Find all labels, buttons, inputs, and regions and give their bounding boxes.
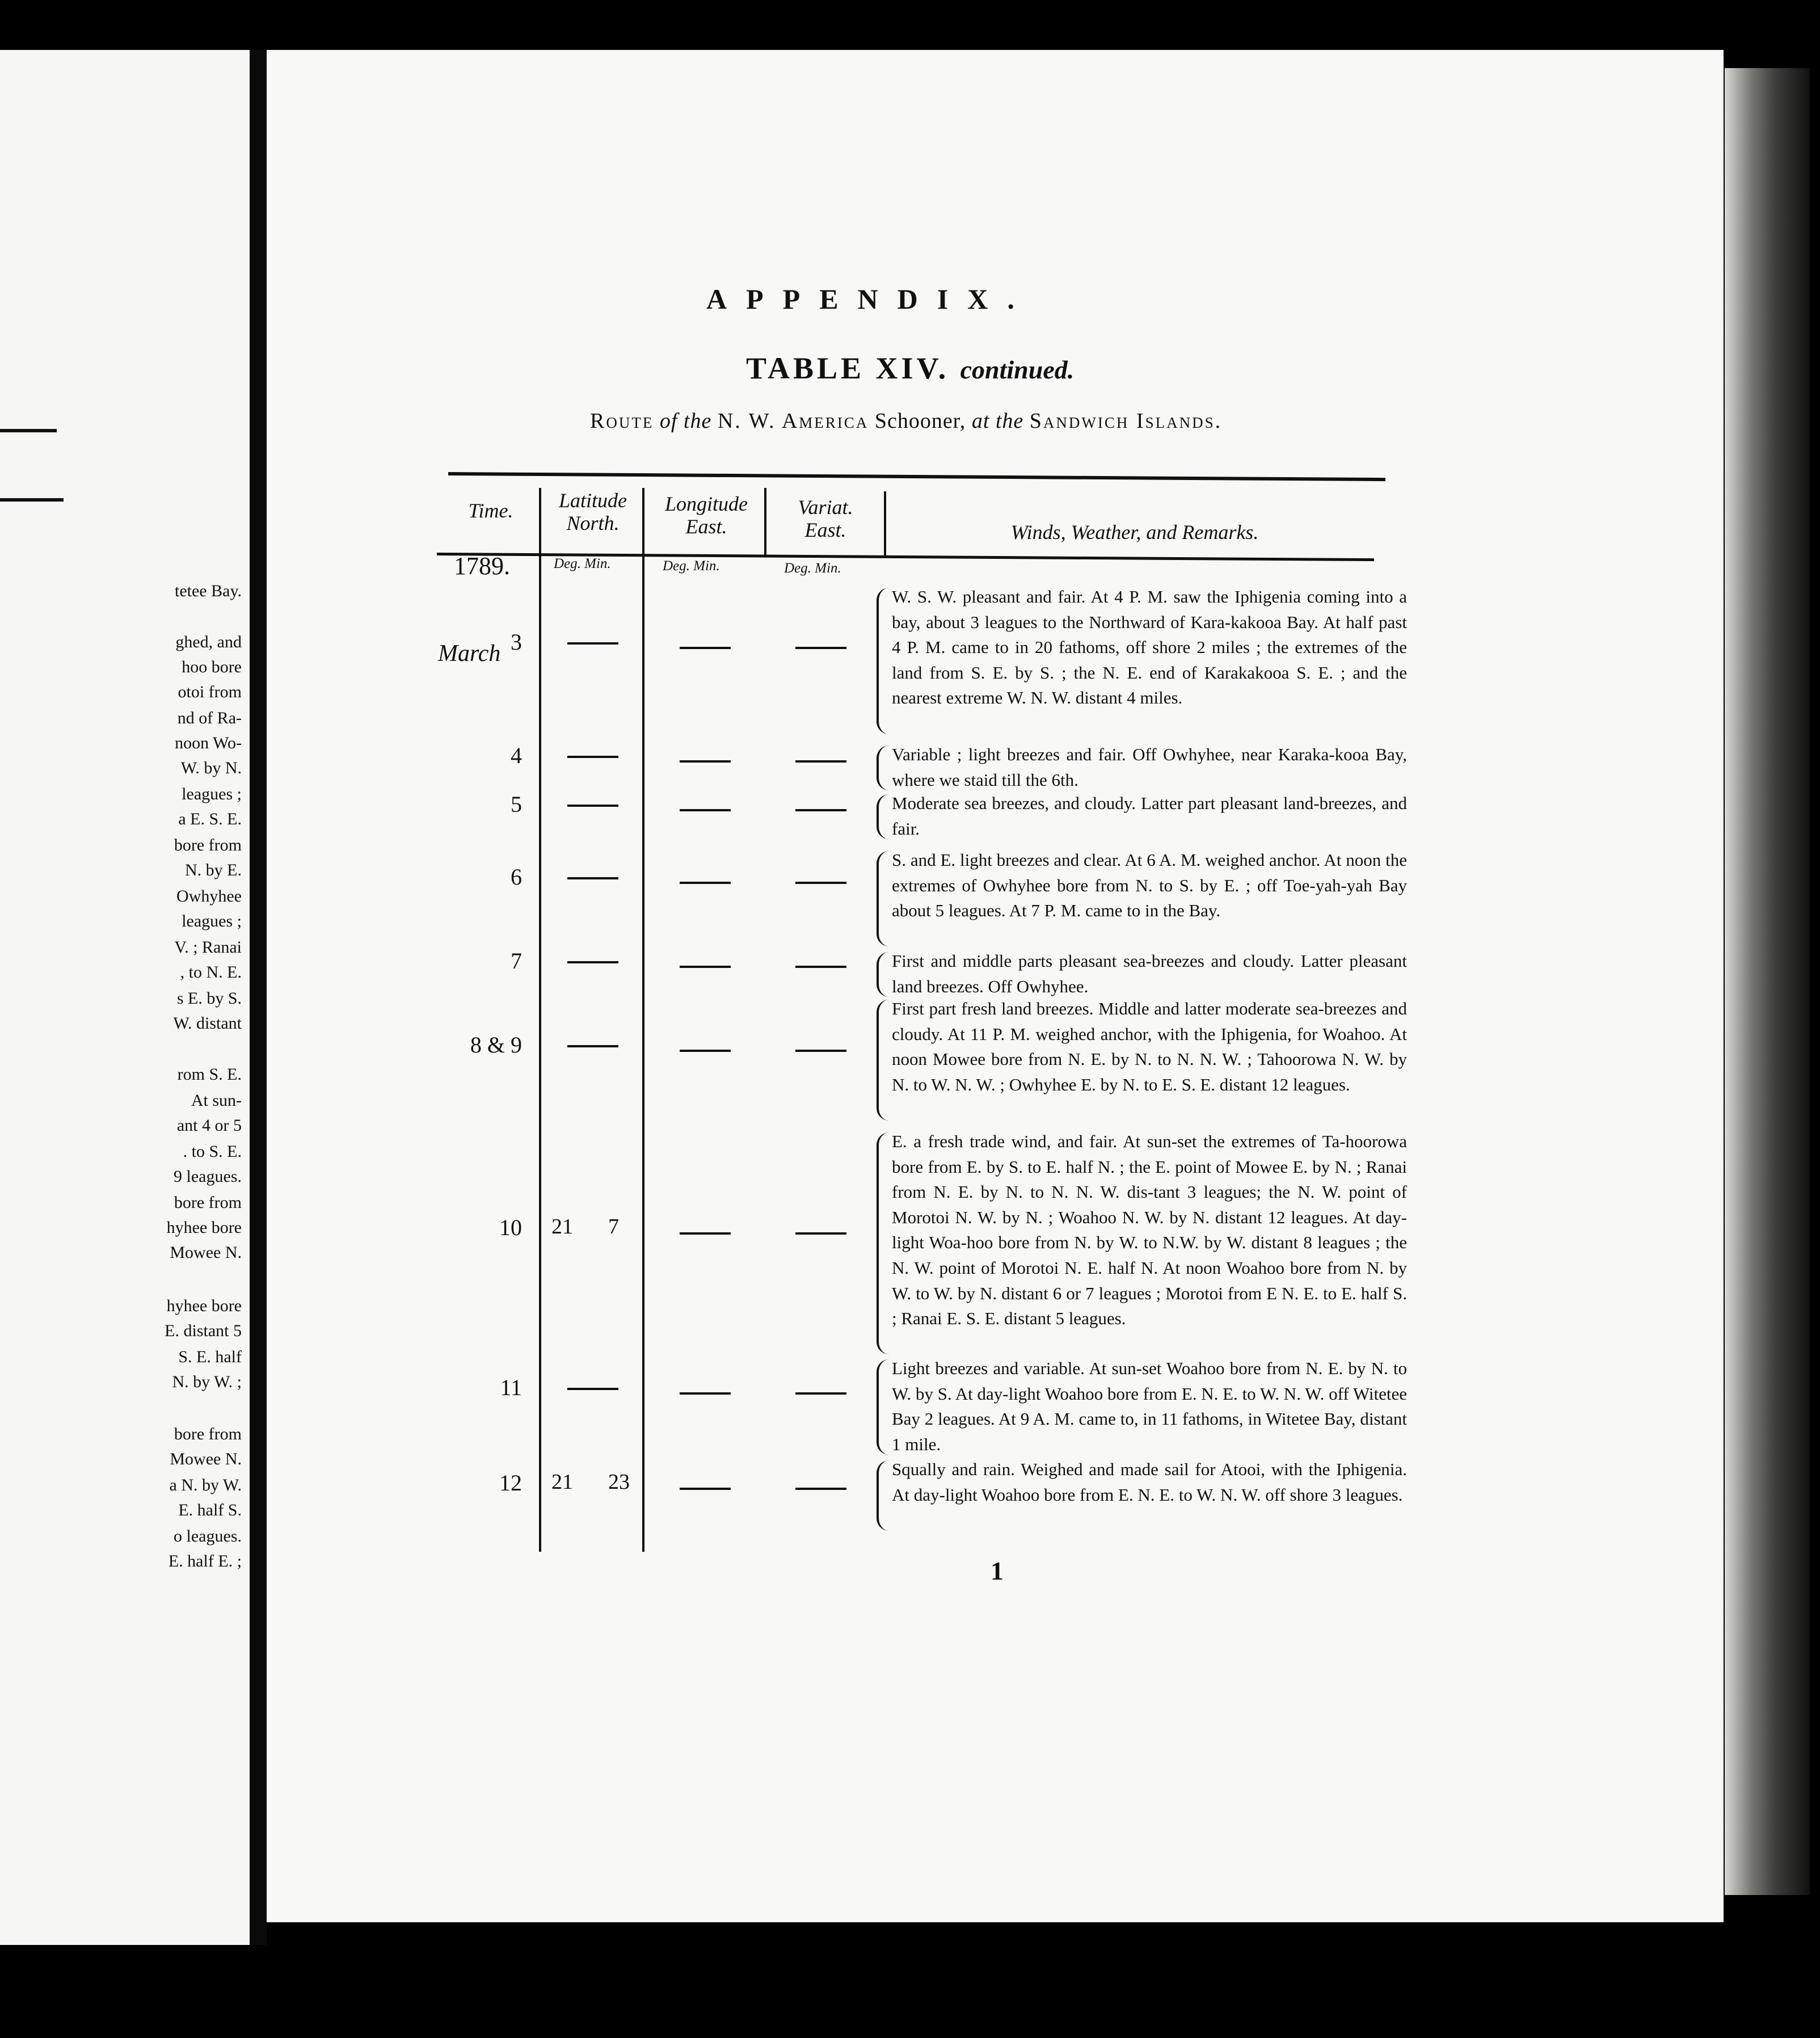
remarks-cell: Light breezes and variable. At sun-set Woahoo bore from N. E. by N. to W. by S. At day-light Woahoo bore from E. N. E. to W. N. W. off Witetee Bay 2 leagues. At 9 A. M. came to, in 11 fathoms, in Witetee Bay, distant 1 mile.	[892, 1358, 1407, 1454]
column-rule-time	[539, 488, 541, 1552]
longitude-blank-dash	[680, 647, 731, 649]
variation-blank-dash	[795, 647, 846, 649]
variation-blank-dash	[795, 1392, 846, 1395]
longitude-blank-dash	[680, 882, 731, 884]
table-title	[746, 351, 1074, 386]
table-title-suffix: continued.	[960, 355, 1075, 384]
longitude-blank-dash	[680, 1392, 731, 1395]
brace-mark	[877, 1132, 892, 1354]
left-page-text-fragment: W. by N.	[180, 759, 242, 777]
left-page-text-fragment: hoo bore	[182, 658, 242, 676]
left-page-text-fragment: Mowee N.	[170, 1450, 242, 1468]
left-page-text-fragment: Owhyhee	[176, 887, 242, 906]
brace-mark	[877, 794, 892, 839]
latitude-blank-dash	[567, 805, 618, 807]
longitude-blank-dash	[680, 1050, 731, 1052]
variation-blank-dash	[795, 1232, 846, 1235]
variation-blank-dash	[795, 966, 846, 968]
latitude-degrees-cell: 21	[551, 1470, 573, 1494]
remarks-cell: First part fresh land breezes. Middle and latter moderate sea-breezes and cloudy. At 11 P. M. weighed anchor, with the Iphigenia, for Woahoo. At noon Mowee bore from N. E. by N. to N. N. W. ; Tahoorowa N. W. by N. to W. N. W. ; Owhyhee E. by N. to E. S. E. distant 12 leagues.	[892, 999, 1407, 1094]
left-page-text-fragment: s E. by S.	[176, 989, 242, 1008]
brace-mark	[877, 588, 892, 734]
variation-blank-dash	[795, 1050, 846, 1052]
left-page-text-fragment: nd of Ra-	[177, 709, 242, 727]
latitude-units: Deg. Min.	[554, 556, 611, 571]
remarks-cell: First and middle parts pleasant sea-breezes and cloudy. Latter pleasant land breezes. Off Owhyhee.	[892, 951, 1407, 996]
remarks-cell: Moderate sea breezes, and cloudy. Latter part pleasant land-breezes, and fair.	[892, 793, 1407, 839]
left-page-text-fragment: rom S. E.	[177, 1065, 242, 1084]
day-cell: 4	[511, 743, 522, 768]
day-cell: 10	[499, 1215, 522, 1240]
latitude-blank-dash	[567, 642, 618, 645]
left-page-text-fragment: E. half E. ;	[168, 1552, 242, 1570]
latitude-blank-dash	[567, 756, 618, 758]
left-page-text-fragment: tetee Bay.	[175, 582, 242, 600]
left-page-text-fragment: ant 4 or 5	[176, 1116, 242, 1135]
page-number: 1	[991, 1556, 1004, 1585]
left-page-text-fragment: 9 leagues.	[174, 1167, 242, 1186]
left-page-text-fragment: N. by E.	[185, 861, 242, 879]
route-word: Route	[590, 409, 654, 433]
left-page-text-fragment: , to N. E.	[180, 963, 242, 982]
column-header-variation-line2: East.	[804, 519, 846, 541]
left-page-rule	[0, 498, 64, 502]
left-page-text-fragment: leagues ;	[182, 785, 242, 803]
column-header-latitude-line1: Latitude	[558, 489, 627, 512]
variation-blank-dash	[795, 1488, 846, 1490]
column-header-latitude-line2: North.	[566, 512, 620, 534]
longitude-blank-dash	[680, 1232, 731, 1235]
route-schooner: Schooner,	[874, 409, 966, 433]
column-header-longitude	[652, 492, 760, 538]
day-cell: 8 & 9	[470, 1032, 522, 1058]
column-rule-latitude	[642, 488, 644, 1552]
latitude-minutes-cell: 23	[608, 1470, 630, 1494]
day-cell: 5	[511, 791, 522, 817]
column-header-remarks: Winds, Weather, and Remarks.	[1010, 521, 1259, 544]
left-page-text-fragment: a E. S. E.	[178, 810, 242, 828]
remarks-cell: W. S. W. pleasant and fair. At 4 P. M. saw the Iphigenia coming into a bay, about 3 leagues to the Northward of Kara-kakooa Bay. At half past 4 P. M. came to in 20 fathoms, off shore 2 miles ; the extremes of the land from S. E. by S. ; the N. E. end of Karakakooa S. E. ; and the nearest extreme W. N. W. distant 4 miles.	[892, 587, 1407, 708]
brace-mark	[877, 1000, 892, 1121]
page-edge	[1725, 68, 1810, 1895]
remarks-cell: Variable ; light breezes and fair. Off Owhyhee, near Karaka-kooa Bay, where we staid till the 6th.	[892, 744, 1407, 790]
route-subtitle	[590, 409, 1222, 433]
longitude-blank-dash	[680, 1488, 731, 1490]
remarks-cell: Squally and rain. Weighed and made sail for Atooi, with the Iphigenia. At day-light Woahoo bore from E. N. E. to W. N. W. off shore 3 leagues.	[892, 1459, 1407, 1505]
day-cell: 3	[511, 629, 522, 655]
variation-units: Deg. Min.	[784, 561, 841, 576]
brace-mark	[877, 1359, 892, 1455]
route-place: Sandwich Islands.	[1029, 409, 1223, 433]
route-ship: N. W. America	[717, 409, 869, 433]
table-title-main: TABLE XIV.	[746, 351, 950, 385]
left-page-text-fragment: hyhee bore	[166, 1218, 242, 1237]
latitude-minutes-cell: 7	[608, 1215, 619, 1239]
longitude-blank-dash	[680, 760, 731, 763]
latitude-blank-dash	[567, 961, 618, 963]
left-page-text-fragment: o leagues.	[174, 1527, 242, 1546]
brace-mark	[877, 952, 892, 997]
variation-blank-dash	[795, 809, 846, 811]
day-cell: 7	[511, 948, 522, 974]
left-page-rule	[0, 429, 57, 432]
variation-blank-dash	[795, 882, 846, 884]
left-page-text-fragment: ghed, and	[175, 633, 242, 651]
column-header-longitude-line1: Longitude	[664, 492, 748, 515]
left-page-text-fragment: . to S. E.	[183, 1142, 242, 1161]
year-label: 1789.	[454, 552, 510, 580]
longitude-units: Deg. Min.	[663, 558, 720, 574]
variation-blank-dash	[795, 760, 846, 763]
left-page-text-fragment: V. ; Ranai	[174, 938, 242, 957]
left-page-text-fragment: bore from	[174, 836, 242, 854]
left-page-text-fragment: hyhee bore	[166, 1296, 242, 1315]
left-page-text-fragment: E. half S.	[178, 1501, 242, 1519]
day-cell: 11	[500, 1375, 522, 1400]
route-at-the: at the	[971, 409, 1024, 433]
latitude-blank-dash	[567, 1388, 618, 1390]
route-of-the: of the	[659, 409, 712, 433]
remarks-cell: S. and E. light breezes and clear. At 6 A. M. weighed anchor. At noon the extremes of Owhyhee bore from N. to S. by E. ; off Toe-yah-yah Bay about 5 leagues. At 7 P. M. came to in the Bay.	[892, 850, 1407, 921]
left-page-text-fragment: bore from	[174, 1425, 242, 1443]
brace-mark	[877, 851, 892, 946]
day-cell: 12	[499, 1470, 522, 1496]
left-page-text-fragment: E. distant 5	[165, 1321, 242, 1340]
left-page-text-fragment: At sun-	[191, 1091, 242, 1110]
left-page-fragment	[0, 50, 250, 1945]
left-page-text-fragment: a N. by W.	[169, 1476, 242, 1494]
longitude-blank-dash	[680, 809, 731, 811]
left-page-text-fragment: W. distant	[173, 1014, 242, 1033]
remarks-cell: E. a fresh trade wind, and fair. At sun-set the extremes of Ta-hoorowa bore from E. by S. to E. half N. ; the E. point of Mowee E. by N. ; Ranai from N. E. by N. to N. N. W. dis-tant 3 leagues; the N. W. point of Morotoi N. W. by N. ; Woahoo N. W. by N. distant 12 leagues. At day-light Woa-hoo bore from N. by W. to N.W. by W. distant 8 leagues ; the N. W. point of Morotoi N. E. half N. At noon Woahoo bore from N. by W. to W. by N. distant 6 or 7 leagues ; Morotoi from E N. E. to E. half S. ; Ranai E. S. E. distant 5 leagues.	[892, 1131, 1407, 1329]
brace-mark	[877, 746, 892, 790]
column-header-time: Time.	[468, 499, 513, 522]
column-header-latitude	[545, 489, 641, 534]
left-page-text-fragment: leagues ;	[182, 912, 242, 930]
latitude-blank-dash	[567, 1045, 618, 1047]
left-page-text-fragment: S. E. half	[178, 1348, 242, 1366]
brace-mark	[877, 1460, 892, 1531]
latitude-blank-dash	[567, 877, 618, 879]
book-spine-shadow	[250, 50, 267, 1945]
latitude-degrees-cell: 21	[551, 1215, 573, 1239]
longitude-blank-dash	[680, 966, 731, 968]
column-header-variation	[772, 496, 879, 541]
column-rule-longitude	[764, 488, 766, 556]
left-page-text-fragment: bore from	[174, 1193, 242, 1212]
day-cell: 6	[511, 864, 522, 890]
month-label: March	[438, 641, 501, 667]
appendix-heading: APPENDIX.	[706, 283, 1034, 315]
column-header-longitude-line2: East.	[685, 515, 727, 538]
left-page-text-fragment: noon Wo-	[175, 734, 242, 752]
left-page-text-fragment: N. by W. ;	[172, 1372, 242, 1391]
left-page-text-fragment: Mowee N.	[170, 1243, 242, 1262]
left-page-text-fragment: otoi from	[178, 683, 242, 701]
column-header-variation-line1: Variat.	[798, 496, 853, 519]
column-rule-variation	[884, 491, 886, 556]
